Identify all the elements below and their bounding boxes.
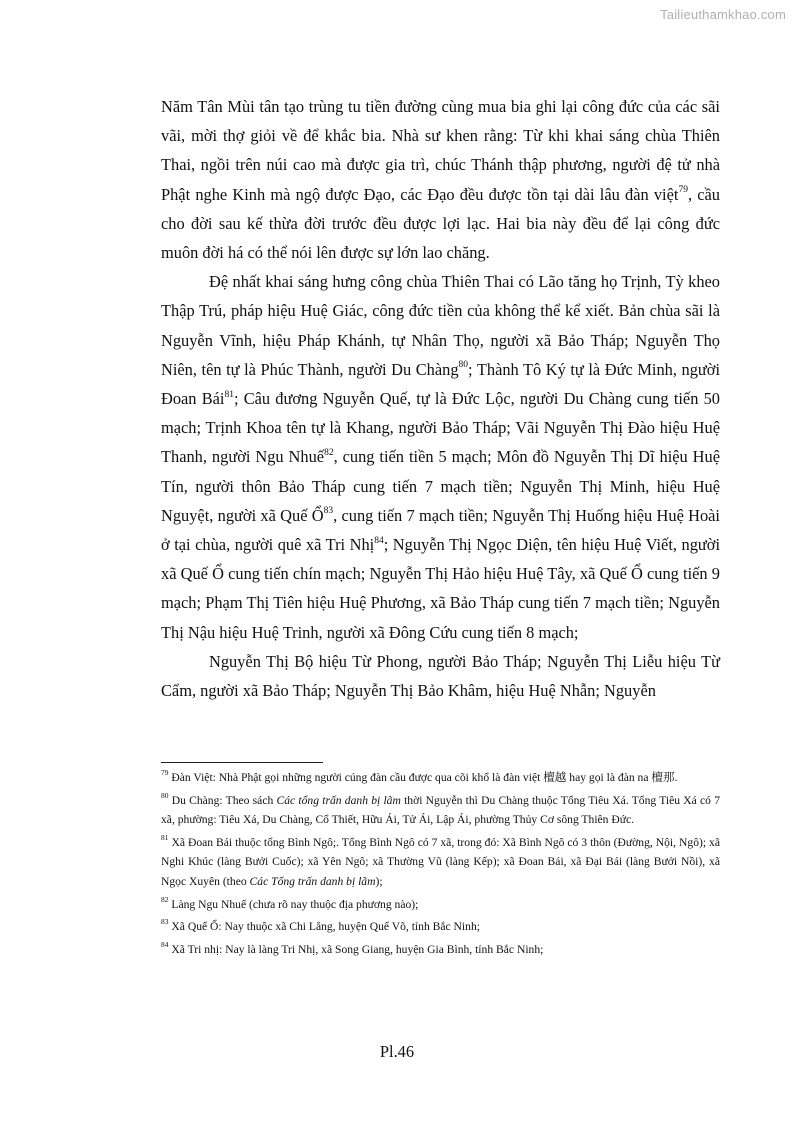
text-run: , cầu cho đời sau kế thừa đời trước đều được lợi lạc. Hai bia này đều để lại công đức muôn đời há có thể nói lên được sự lớn lao chăng. — [161, 184, 720, 263]
text-run: ); — [375, 874, 383, 888]
footnote — [161, 833, 720, 892]
text-run: , cung tiến tiền 5 mạch; Môn đồ Nguyễn Thị Dĩ hiệu Huệ Tín, người thôn Bảo Tháp cung tiến 7 mạch tiền; Nguyễn Thị Minh, hiệu Huệ Nguyệt, người xã Quế Ổ — [161, 447, 720, 525]
text-run: Du Chàng: Theo sách — [168, 793, 277, 807]
text-run: Đệ nhất khai sáng hưng công chùa Thiên Thai có Lão tăng họ Trịnh, Tỳ kheo Thập Trú, pháp hiệu Huệ Giác, công đức tiền của không thể kể xiết. Bản chùa sãi là Nguyễn Vĩnh, hiệu Pháp Khánh, tự Nhân Thọ, người xã Bảo Tháp; Nguyễn Thọ Niên, tên tự là Phúc Thành, người Du Chàng — [161, 272, 720, 379]
footnote-ref: 82 — [324, 447, 334, 458]
text-run: thời Nguyễn thì Du Chàng thuộc Tổng Tiêu Xá. Tổng Tiêu Xá có 7 xã, phường: Tiêu Xá, Du Chàng, Cổ Thiết, Hữu Ái, Tử Ái, Lập Ái, phường Thủy Cơ sông Thiên Đức. — [161, 793, 720, 827]
footnote-ref: 81 — [224, 389, 234, 400]
footnote-ref: 80 — [458, 360, 469, 371]
text-run: Làng Ngu Nhuế (chưa rõ nay thuộc địa phương nào); — [168, 897, 419, 911]
footnote — [161, 768, 720, 788]
text-run: ; Câu đương Nguyễn Quế, tự là Đức Lộc, người Du Chàng cung tiến 50 mạch; Trịnh Khoa tên tự là Khang, người Bảo Tháp; Vãi Nguyễn Thị Đào hiệu Huệ Thanh, người Ngu Nhuế — [161, 389, 720, 467]
footnote-ref: 81 — [161, 832, 169, 842]
footnote-ref: 83 — [161, 917, 169, 927]
text-run: Năm Tân Mùi tân tạo trùng tu tiền đường cùng mua bia ghi lại công đức của các sãi vãi, mời thợ giỏi về để khắc bia. Nhà sư khen rằng: Từ khi khai sáng chùa Thiên Thai, ngồi trên núi cao mà được gia trì, chúc Thánh thập phương, người đệ tử nhà Phật nghe Kinh mà ngộ được Đạo, các Đạo đều được tồn tại dài lâu đàn việt — [161, 97, 720, 204]
footnote — [161, 791, 720, 830]
watermark: Tailieuthamkhao.com — [660, 7, 786, 22]
paragraph — [161, 647, 720, 705]
footnote-ref: 79 — [161, 768, 169, 778]
paragraph — [161, 92, 720, 267]
footnote-ref: 84 — [161, 939, 169, 949]
text-run: Xã Quế Ổ: Nay thuộc xã Chi Lăng, huyện Quế Võ, tỉnh Bắc Ninh; — [168, 920, 480, 934]
footnote-ref: 79 — [678, 185, 688, 196]
footnote-separator — [161, 762, 323, 763]
footnote — [161, 917, 720, 937]
text-run: Xã Đoan Bái thuộc tổng Bình Ngô;. Tổng Bình Ngô có 7 xã, trong đó: Xã Bình Ngô có 3 thôn (Đường, Nội, Ngô); xã Nghi Khúc (làng Bưởi Cuốc); xã Yên Ngô; xã Thường Vũ (làng Kếp); xã Đoan Bái, xã Đại Bái (làng Bưởi Nồi), xã Ngọc Xuyên (theo — [161, 835, 720, 888]
text-run: , cung tiến 7 mạch tiền; Nguyễn Thị Huống hiệu Huệ Hoài ở tại chùa, người quê xã Tri Nhị — [161, 505, 720, 555]
page-number: Pl.46 — [379, 1042, 415, 1061]
footnote-ref: 82 — [161, 894, 169, 904]
body-text — [161, 92, 720, 705]
footnote — [161, 940, 720, 960]
footnote-ref: 80 — [161, 790, 169, 800]
footnote-ref: 83 — [323, 506, 334, 517]
footnote — [161, 895, 720, 915]
text-run: ; Nguyễn Thị Ngọc Diện, tên hiệu Huệ Viết, người xã Quế Ổ cung tiến chín mạch; Nguyễn Thị Hảo hiệu Huệ Tây, xã Quế Ổ cung tiến 9 mạch; Phạm Thị Tiên hiệu Huệ Phương, xã Bảo Tháp cung tiến 7 mạch tiền; Nguyễn Thị Nậu hiệu Huệ Trinh, người xã Đông Cứu cung tiến 8 mạch; — [161, 535, 720, 642]
text-run: Nguyễn Thị Bộ hiệu Từ Phong, người Bảo Tháp; Nguyễn Thị Liễu hiệu Từ Cẩm, người xã Bảo Tháp; Nguyễn Thị Bảo Khâm, hiệu Huệ Nhẫn; Nguyễn — [161, 651, 720, 701]
italic-text: Các tổng trấn danh bị lãm — [276, 793, 401, 807]
text-run: ; Thành Tô Ký tự là Đức Minh, người Đoan Bái — [161, 359, 721, 409]
footnote-ref: 84 — [374, 535, 384, 546]
italic-text: Các Tổng trấn danh bị lãm — [249, 874, 376, 888]
text-run: Xã Tri nhị: Nay là làng Tri Nhị, xã Song Giang, huyện Gia Bình, tỉnh Bắc Ninh; — [168, 942, 544, 956]
paragraph — [161, 267, 720, 647]
footnotes — [161, 768, 720, 962]
text-run: Đàn Việt: Nhà Phật gọi những người cúng đàn cầu được qua cõi khổ là đàn việt 檀越 hay gọi là đàn na 檀那. — [168, 771, 678, 784]
